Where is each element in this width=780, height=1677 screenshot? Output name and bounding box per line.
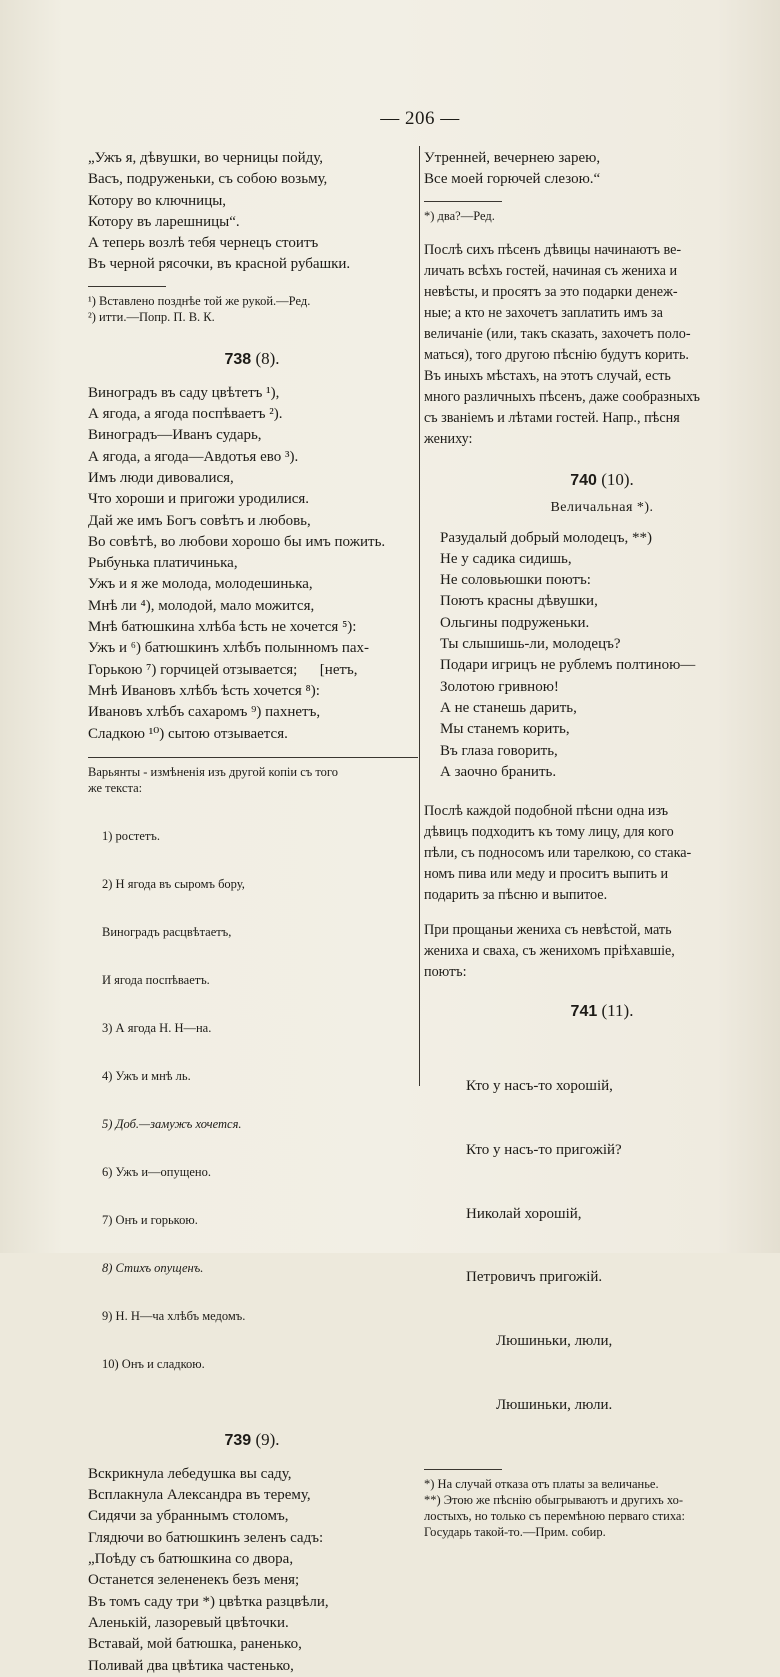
verse-line: Люшиньки, люли. xyxy=(466,1397,613,1414)
song-738 xyxy=(88,383,416,745)
prose-line: много различныхъ пѣсенъ, даже сообразныхъ xyxy=(424,388,700,405)
song-number-738: 738 (8). xyxy=(224,348,280,368)
verse-line: Всплакнула Александра въ терему, xyxy=(88,1487,311,1504)
verse-line: Мнѣ ли ⁴), молодой, мало можится, xyxy=(88,597,315,614)
column-divider xyxy=(419,146,420,1086)
verse-line: Сладкою ¹⁰) сытою отзывается. xyxy=(88,725,288,742)
prose-line: номъ пива или меду и проситъ выпить и xyxy=(424,866,669,883)
prose-line: личать всѣхъ гостей, начиная съ жениха и xyxy=(424,262,678,279)
verse-line: Утренней, вечернею зарею, xyxy=(424,150,601,166)
prose-line: дѣвицъ подходитъ къ тому лицу, для кого xyxy=(424,824,674,841)
verse-line: Мнѣ Ивановъ хлѣбъ ѣсть хочется ⁸): xyxy=(88,682,320,699)
verse-line: Во совѣтѣ, во любови хорошо бы имъ пожить. xyxy=(88,533,386,550)
footnote-rule xyxy=(88,286,166,287)
verse-line: А не станешь дарить, xyxy=(440,699,577,716)
variants-heading: же текста: xyxy=(88,780,143,795)
verse-line: Люшиньки, люли, xyxy=(466,1333,613,1350)
verse-continuation xyxy=(88,148,416,276)
verse-line: Въ глаза говорить, xyxy=(440,742,558,759)
verse-line: Сидячи за убраннымъ столомъ, xyxy=(88,1508,289,1525)
song-740 xyxy=(424,528,780,784)
song-739 xyxy=(88,1464,416,1677)
verse-line: А ягода, а ягода поспѣваетъ ²). xyxy=(88,406,283,423)
right-column xyxy=(424,148,780,1540)
prose-line: съ званіемъ и лѣтами гостей. Напр., пѣсня xyxy=(424,409,680,426)
page-number: — 206 — xyxy=(380,108,460,129)
verse-line: Поютъ красны дѣвушки, xyxy=(440,593,598,610)
prose-paragraph-3 xyxy=(424,920,780,983)
prose-line: ные; а кто не захочетъ заплатить имъ за xyxy=(424,304,663,321)
verse-line: Мы станемъ корить, xyxy=(440,721,570,738)
variant-line: 3) А ягода Н. Н—на. xyxy=(102,1020,212,1035)
verse-line: Ужъ и я же молода, молодешинька, xyxy=(88,576,313,593)
verse-line: Кто у насъ-то пригожій? xyxy=(466,1141,622,1158)
verse-line: Ты слышишь-ли, молодецъ? xyxy=(440,636,621,653)
variants xyxy=(88,764,416,1404)
variant-line: 6) Ужъ и—опущено. xyxy=(102,1164,211,1179)
prose-line: подарить за пѣсню и выпитое. xyxy=(424,887,608,904)
song-number-741: 741 (11). xyxy=(570,1001,634,1021)
variant-line: 2) Н ягода въ сыромъ бору, xyxy=(102,876,245,891)
verse-line: Котору въ ларешницы“. xyxy=(88,213,240,230)
prose-line: величаніе (или, такъ сказать, захочетъ поло- xyxy=(424,325,691,342)
variant-line: 1) ростетъ. xyxy=(102,828,160,843)
footnote: **) Этою же пѣснію обыгрываютъ и другихъ хо- xyxy=(424,1493,684,1508)
verse-line: Въ черной рясочки, въ красной рубашки. xyxy=(88,256,351,273)
prose-line: поютъ: xyxy=(424,964,467,981)
verse-line: Ужъ и ⁶) батюшкинъ хлѣбъ полынномъ пах- xyxy=(88,640,370,657)
verse-line: А ягода, а ягода—Авдотья ево ³). xyxy=(88,448,299,465)
verse-line: Горькою ⁷) горчицей отзывается; [нетъ, xyxy=(88,661,358,678)
verse-line: Мнѣ батюшкина хлѣба ѣсть не хочется ⁵): xyxy=(88,619,357,636)
left-column xyxy=(88,148,416,1677)
footnote: *) На случай отказа отъ платы за величанье. xyxy=(424,1477,659,1492)
verse-line: „Поѣду съ батюшкина со двора, xyxy=(88,1551,294,1568)
verse-line: Виноградъ—Иванъ сударь, xyxy=(88,427,262,444)
verse-line: Разудалый добрый молодецъ, **) xyxy=(440,529,652,546)
footnote: Государь такой-то.—Прим. собир. xyxy=(424,1525,606,1540)
prose-paragraph-1 xyxy=(424,240,780,450)
prose-line: невѣсты, и просятъ за это подарки денеж- xyxy=(424,283,678,300)
variant-line: 10) Онъ и сладкою. xyxy=(102,1356,205,1371)
verse-line: Ивановъ хлѣбъ сахаромъ ⁹) пахнетъ, xyxy=(88,704,321,721)
variant-line: И ягода поспѣваетъ. xyxy=(102,972,210,987)
footnotes-bottom xyxy=(424,1476,780,1540)
song-741 xyxy=(424,1033,780,1459)
variant-line: 4) Ужъ и мнѣ ль. xyxy=(102,1068,191,1083)
verse-line: Въ томъ саду три *) цвѣтка разцвѣли, xyxy=(88,1593,329,1610)
song-740-title: Величальная *). xyxy=(550,499,654,515)
variant-line: 8) Стихъ опущенъ. xyxy=(102,1260,204,1275)
prose-line: Послѣ каждой подобной пѣсни одна изъ xyxy=(424,803,669,820)
footnote-rule xyxy=(424,201,502,202)
verse-line: Вскрикнула лебедушка вы саду, xyxy=(88,1465,292,1482)
verse-line: Петровичъ пригожій. xyxy=(466,1269,603,1286)
verse-continuation-right xyxy=(424,148,780,191)
variants-heading: Варьянты - измѣненія изъ другой копіи съ того xyxy=(88,764,338,779)
footnote: ¹) Вставлено позднѣе той же рукой.—Ред. xyxy=(88,293,311,308)
verse-line: Подари игрицъ не рублемъ полтиною— xyxy=(440,657,696,674)
verse-line: Виноградъ въ саду цвѣтетъ ¹), xyxy=(88,384,280,401)
prose-line: жениху: xyxy=(424,430,473,447)
verse-line: Не соловьюшки поютъ: xyxy=(440,572,591,589)
verse-line: Васъ, подруженьки, съ собою возьму, xyxy=(88,171,328,188)
variant-line: 9) Н. Н—ча хлѣбъ медомъ. xyxy=(102,1308,246,1323)
verse-line: Рыбунька платичинька, xyxy=(88,555,238,572)
verse-line: Все моей горючей слезою.“ xyxy=(424,171,601,188)
footnote-top-right: *) два?—Ред. xyxy=(424,208,495,223)
verse-line: Останется зелененекъ безъ меня; xyxy=(88,1572,300,1589)
prose-line: При прощаньи жениха съ невѣстой, мать xyxy=(424,922,672,939)
verse-line: А теперь возлѣ тебя чернецъ стоитъ xyxy=(88,235,319,252)
verse-line: Вставай, мой батюшка, раненько, xyxy=(88,1636,302,1653)
footnotes-top xyxy=(88,293,416,325)
prose-line: жениха и сваха, съ женихомъ пріѣхавшіе, xyxy=(424,943,675,960)
verse-line: Золотою гривною! xyxy=(440,678,559,695)
song-number-739: 739 (9). xyxy=(224,1429,280,1449)
variant-line: 7) Онъ и горькою. xyxy=(102,1212,198,1227)
verse-line: Поливай два цвѣтика частенько, xyxy=(88,1657,294,1674)
prose-paragraph-2 xyxy=(424,801,780,906)
prose-line: пѣли, съ подносомъ или тарелкою, со стака- xyxy=(424,845,692,862)
verse-line: А заочно бранить. xyxy=(440,763,557,780)
variant-line: 5) Доб.—замужъ хочется. xyxy=(102,1116,242,1131)
verse-line: Что хороши и пригожи уродилися. xyxy=(88,491,310,508)
prose-line: Послѣ сихъ пѣсенъ дѣвицы начинаютъ ве- xyxy=(424,241,682,258)
prose-line: маться), того другою пѣснію будутъ корить. xyxy=(424,346,689,363)
verse-line: Имъ люди дивовалися, xyxy=(88,469,234,486)
prose-line: Въ иныхъ мѣстахъ, на этотъ случай, есть xyxy=(424,367,671,384)
verse-line: Кто у насъ-то хорошій, xyxy=(466,1077,613,1094)
verse-line: Не у садика сидишь, xyxy=(440,550,572,567)
verse-line: Дай же имъ Богъ совѣтъ и любовь, xyxy=(88,512,311,529)
verse-line: Ольгины подруженьки. xyxy=(440,614,590,631)
verse-line: Глядючи во батюшкинъ зеленъ садъ: xyxy=(88,1529,324,1546)
song-number-740: 740 (10). xyxy=(570,469,634,489)
footnote: ²) итти.—Попр. П. В. К. xyxy=(88,309,215,324)
verse-line: „Ужъ я, дѣвушки, во черницы пойду, xyxy=(88,150,324,166)
verse-line: Аленькій, лазоревый цвѣточки. xyxy=(88,1614,289,1631)
footnote-rule xyxy=(424,1469,502,1470)
verse-line: Николай хорошій, xyxy=(466,1205,582,1222)
verse-line: Котору во ключницы, xyxy=(88,192,227,209)
footnote: лостыхъ, но только съ перемѣною перваго стиха: xyxy=(424,1509,685,1524)
variants-rule xyxy=(88,757,418,758)
variant-line: Виноградъ расцвѣтаетъ, xyxy=(102,924,232,939)
